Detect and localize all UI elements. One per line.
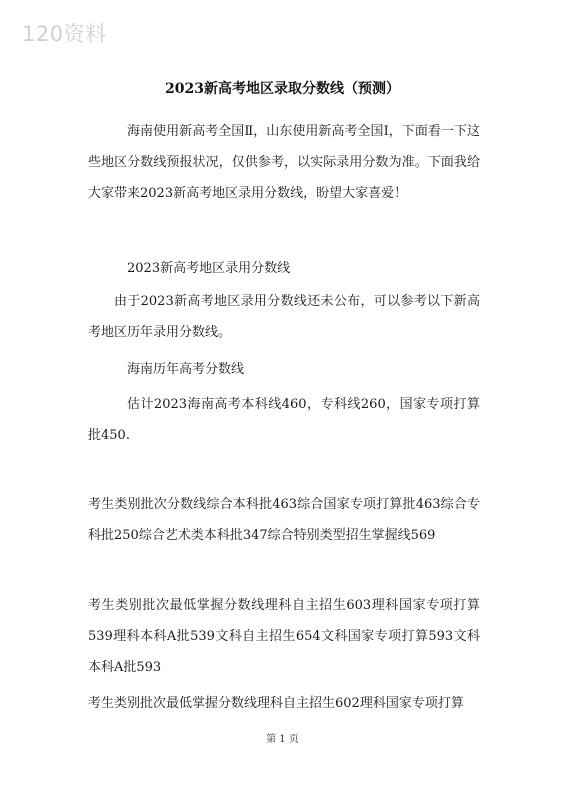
intro-paragraph: 海南使用新高考全国Ⅱ，山东使用新高考全国Ⅰ，下面看一下这些地区分数线预报状况，仅供参考，以实际录用分数为准。下面我给大家带来2023新高考地区录用分数线，盼望大家喜爱！ bbox=[88, 124, 480, 201]
watermark-logo: 120资料 bbox=[22, 22, 107, 46]
section-heading: 2023新高考地区录用分数线 bbox=[127, 261, 291, 276]
notice-paragraph: 由于2023新高考地区录用分数线还未公布，可以参考以下新高考地区历年录用分数线。 bbox=[88, 294, 480, 340]
subsection-heading: 海南历年高考分数线 bbox=[127, 362, 245, 377]
page-number: 第 1 页 bbox=[266, 734, 299, 745]
document-title: 2023新高考地区录取分数线（预测） bbox=[165, 81, 400, 97]
score-line-block-2: 考生类别批次最低掌握分数线理科自主招生603理科国家专项打算539理科本科A批539文科自主招生654文科国家专项打算593文科本科A批593 bbox=[88, 598, 480, 675]
score-line-block-1: 考生类别批次分数线综合本科批463综合国家专项打算批463综合专科批250综合艺术类本科批347综合特别类型招生掌握线569 bbox=[88, 497, 480, 543]
estimate-paragraph: 估计2023海南高考本科线460，专科线260，国家专项打算批450. bbox=[88, 397, 480, 443]
score-line-block-3: 考生类别批次最低掌握分数线理科自主招生602理科国家专项打算 bbox=[88, 696, 464, 711]
